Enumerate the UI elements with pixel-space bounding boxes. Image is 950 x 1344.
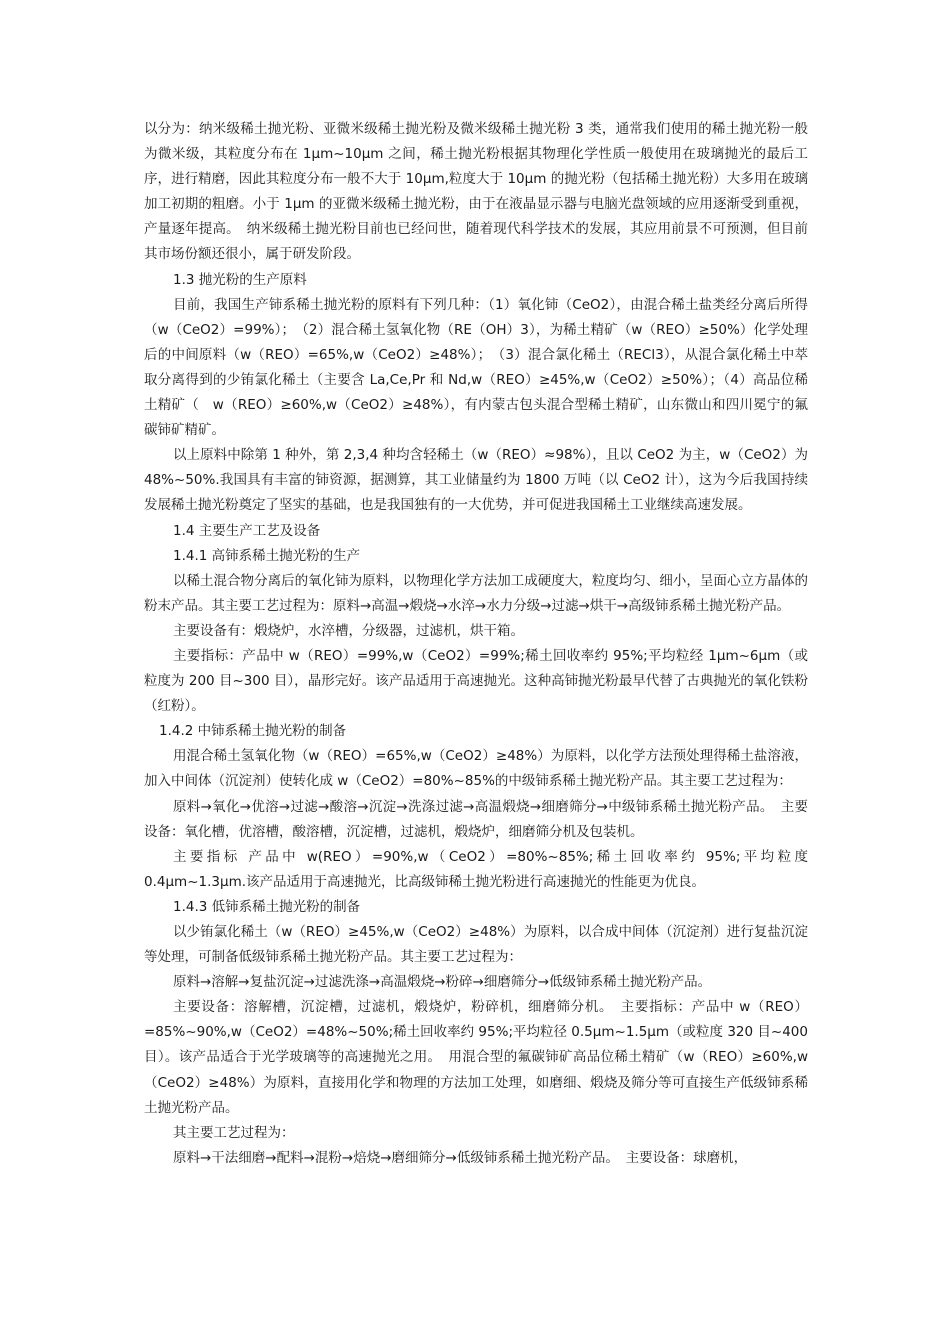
document-body — [144, 117, 808, 1171]
paragraph-mid-cerium-raw: 用混合稀土氢氧化物（w（REO）=65%,w（CeO2）≥48%）为原料，以化学方法预处理得稀土盐溶液，加入中间体（沉淀剂）使转化成 w（CeO2）=80%~85%的中级铈系稀土抛光粉产品。其主要工艺过程为： — [144, 748, 808, 790]
paragraph-low-cerium-raw: 以少铕氯化稀土（w（REO）≥45%,w（CeO2）≥48%）为原料，以合成中间体（沉淀剂）进行复盐沉淀等处理，可制备低级铈系稀土抛光粉产品。其主要工艺过程为： — [144, 924, 808, 966]
heading-1-3: 1.3 抛光粉的生产原料 — [173, 271, 307, 288]
paragraph-process-intro: 其主要工艺过程为： — [173, 1124, 295, 1141]
paragraph-low-cerium-equipment: 主要设备：溶解槽，沉淀槽，过滤机，煅烧炉，粉碎机，细磨筛分机。 主要指标：产品中 w（REO）=85%~90%,w（CeO2）=48%~50%;稀土回收率约 95%;平均粒径 0.5μm~1.5μm（或粒度 320 目~400 目）。该产品适合于光学玻璃等的高速抛光之用。 用混合型的氟碳铈矿高品位稀土精矿（w（REO）≥60%,w（CeO2）≥48%）为原料，直接用化学和物理的方法加工处理，如磨细、煅烧及筛分等可直接生产低级铈系稀土抛光粉产品。 — [144, 999, 808, 1116]
paragraph-high-cerium-indicators: 主要指标：产品中 w（REO）=99%,w（CeO2）=99%;稀土回收率约 95%;平均粒经 1μm~6μm（或粒度为 200 目~300 目），晶形完好。该产品适用于高速抛光。这种高铈抛光粉最早代替了古典抛光的氧化铁粉（红粉）。 — [144, 647, 808, 715]
heading-1-4-3: 1.4.3 低铈系稀土抛光粉的制备 — [173, 898, 361, 915]
paragraph-dry-process: 原料→干法细磨→配料→混粉→焙烧→磨细筛分→低级铈系稀土抛光粉产品。 主要设备：球磨机， — [173, 1149, 748, 1166]
paragraph-high-cerium-process: 以稀土混合物分离后的氧化铈为原料，以物理化学方法加工成硬度大，粒度均匀、细小，呈面心立方晶体的粉末产品。其主要工艺过程为：原料→高温→煅烧→水淬→水力分级→过滤→烘干→高级铈系稀土抛光粉产品。 — [144, 572, 808, 614]
heading-1-4: 1.4 主要生产工艺及设备 — [173, 522, 321, 539]
heading-1-4-2: 1.4.2 中铈系稀土抛光粉的制备 — [159, 723, 347, 740]
paragraph-mid-cerium-process: 原料→氧化→优溶→过滤→酸溶→沉淀→洗涤过滤→高温煅烧→细磨筛分→中级铈系稀土抛光粉产品。 主要设备：氧化槽，优溶槽，酸溶槽，沉淀槽，过滤机，煅烧炉，细磨筛分机及包装机。 — [144, 798, 808, 840]
paragraph-low-cerium-process: 原料→溶解→复盐沉淀→过滤洗涤→高温煅烧→粉碎→细磨筛分→低级铈系稀土抛光粉产品。 — [173, 974, 712, 991]
paragraph-mid-cerium-indicators: 主要指标 产品中 w(REO）=90%,w（CeO2）=80%~85%;稀土回收率约 95%;平均粒度 0.4μm~1.3μm.该产品适用于高速抛光，比高级铈稀土抛光粉进行高速抛光的性能更为优良。 — [144, 848, 808, 890]
paragraph-high-cerium-equipment: 主要设备有：煅烧炉，水淬槽，分级器，过滤机，烘干箱。 — [173, 622, 524, 639]
paragraph-cerium-resources: 以上原料中除第 1 种外，第 2,3,4 种均含轻稀土（w（REO）≈98%），且以 CeO2 为主，w（CeO2）为 48%~50%.我国具有丰富的铈资源，据测算，其工业储量约为 1800 万吨（以 CeO2 计），这为今后我国持续发展稀土抛光粉奠定了坚实的基础，也是我国独有的一大优势，并可促进我国稀土工业继续高速发展。 — [144, 447, 808, 514]
paragraph-raw-materials: 目前，我国生产铈系稀土抛光粉的原料有下列几种：（1）氧化铈（CeO2），由混合稀土盐类经分离后所得（w（CeO2）=99%）； （2）混合稀土氢氧化物（RE（OH）3），为稀土精矿（w（REO）≥50%）化学处理后的中间原料（w（REO）=65%,w（CeO2）≥48%）； （3）混合氯化稀土（RECl3），从混合氯化稀土中萃取分离得到的少铕氯化稀土（主要含 La,Ce,Pr 和 Nd,w（REO）≥45%,w（CeO2）≥50%）；（4）高品位稀土精矿（ w（REO）≥60%,w（CeO2）≥48%），有内蒙古包头混合型稀土精矿，山东微山和四川冕宁的氟碳铈矿精矿。 — [144, 296, 808, 439]
heading-1-4-1: 1.4.1 高铈系稀土抛光粉的生产 — [173, 547, 361, 564]
paragraph-intro: 以分为：纳米级稀土抛光粉、亚微米级稀土抛光粉及微米级稀土抛光粉 3 类，通常我们使用的稀土抛光粉一般为微米级，其粒度分布在 1μm~10μm 之间，稀土抛光粉根据其物理化学性质一般使用在玻璃抛光的最后工序，进行精磨，因此其粒度分布一般不大于 10μm,粒度大于 10μm 的抛光粉（包括稀土抛光粉）大多用在玻璃加工初期的粗磨。小于 1μm 的亚微米级稀土抛光粉，由于在液晶显示器与电脑光盘领域的应用逐渐受到重视，产量逐年提高。 纳米级稀土抛光粉目前也已经问世，随着现代科学技术的发展，其应用前景不可预测，但目前其市场份额还很小，属于研发阶段。 — [144, 121, 808, 263]
